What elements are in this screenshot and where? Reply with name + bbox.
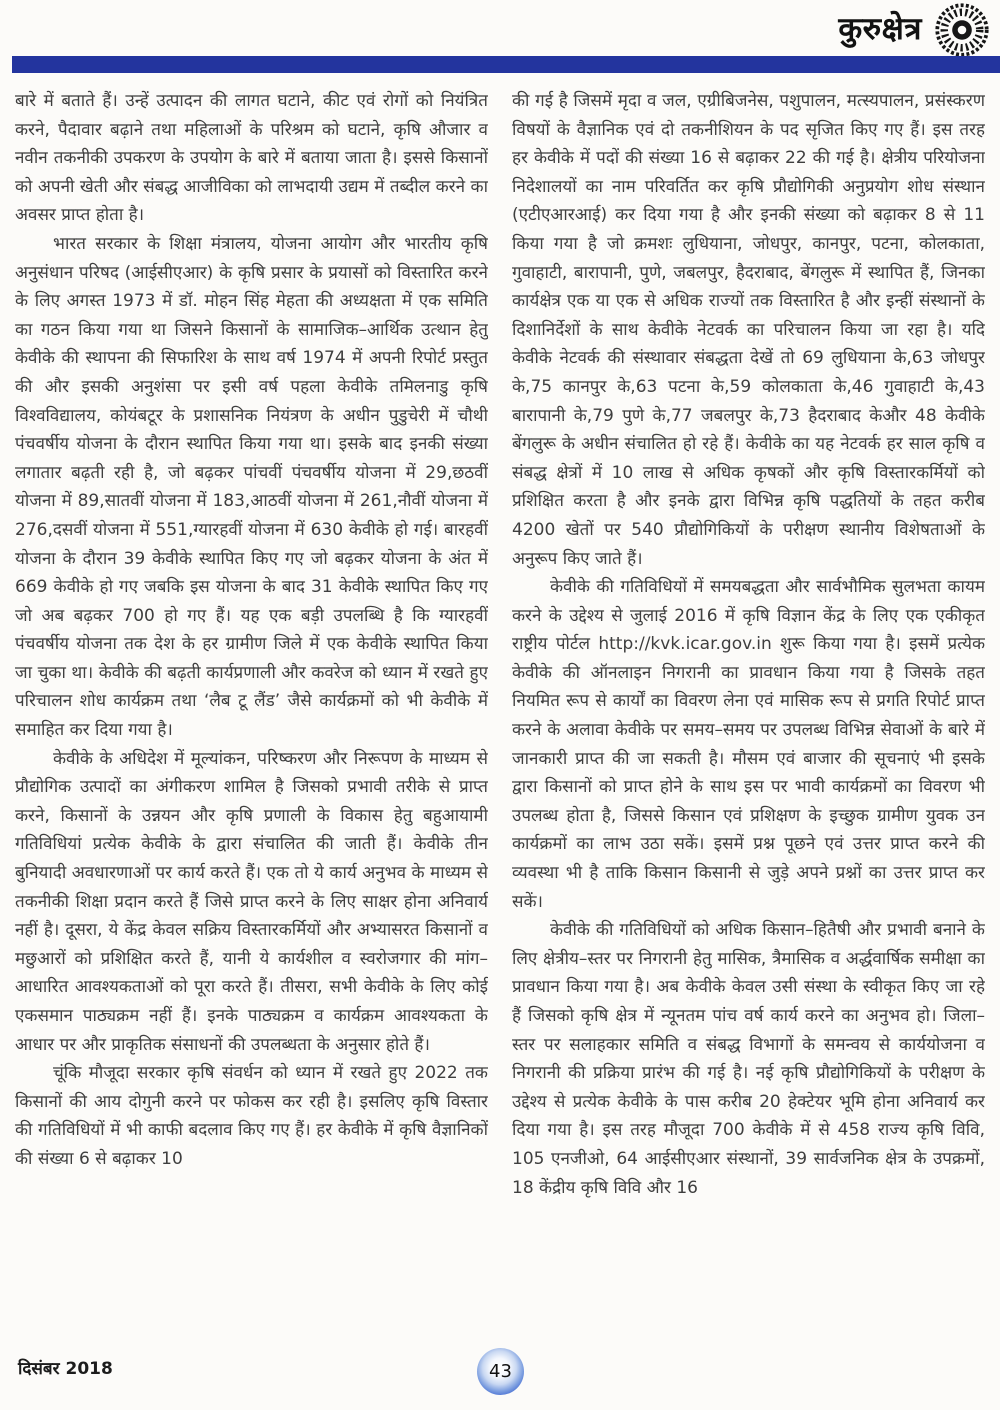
article-body [15,87,985,1344]
page-number-badge [477,1348,524,1395]
paragraph: केवीके की गतिविधियों में समयबद्धता और सार्वभौमिक सुलभता कायम करने के उद्देश्य से जुलाई 2016 में कृषि विज्ञान केंद्र के लिए एक एकीकृत राष्ट्रीय पोर्टल http://kvk.icar.gov.in शुरू किया गया है। इसमें प्रत्येक केवीके की ऑनलाइन निगरानी का प्रावधान किया गया है जिसके तहत नियमित रूप से कार्यों का विवरण लेना एवं मासिक रूप से प्रगति रिपोर्ट प्राप्त करने के अलावा केवीके पर समय–समय पर उपलब्ध विभिन्न सेवाओं के बारे में जानकारी प्राप्त की जा सकती है। मौसम एवं बाजार की सूचनाएं भी इसके द्वारा किसानों को प्राप्त होने के साथ इस पर भावी कार्यक्रमों का विवरण भी उपलब्ध होता है, जिससे किसान एवं प्रशिक्षण के इच्छुक ग्रामीण युवक उन कार्यक्रमों का लाभ उठा सकें। इसमें प्रश्न पूछने एवं उत्तर प्राप्त करने की व्यवस्था भी है ताकि किसान किसानी से जुड़े अपने प्रश्नों का उत्तर प्राप्त कर सकें। [512,577,985,912]
right-column [512,87,985,1344]
page-number: 43 [489,1361,512,1382]
issue-date: दिसंबर 2018 [18,1359,113,1379]
page-header [0,0,1000,76]
paragraph: चूंकि मौजूदा सरकार कृषि संवर्धन को ध्यान में रखते हुए 2022 तक किसानों की आय दोगुनी करने पर फोकस कर रही है। इसलिए कृषि विस्तार की गतिविधियों में भी काफी बदलाव किए गए हैं। हर केवीके में कृषि वैज्ञानिकों की संख्या 6 से बढ़ाकर 10 [15,1063,488,1169]
magazine-title: कुरुक्षेत्र [838,11,922,47]
header-divider-bar [12,56,1000,73]
paragraph: भारत सरकार के शिक्षा मंत्रालय, योजना आयोग और भारतीय कृषि अनुसंधान परिषद (आईसीएआर) के कृषि प्रसार के प्रयासों को विस्तारित करने के लिए अगस्त 1973 में डॉ. मोहन सिंह मेहता की अध्यक्षता में एक समिति का गठन किया गया था जिसने किसानों के सामाजिक–आर्थिक उत्थान हेतु केवीके की स्थापना की सिफारिश के साथ वर्ष 1974 में अपनी रिपोर्ट प्रस्तुत की और इसकी अनुशंसा पर इसी वर्ष पहला केवीके तमिलनाडु कृषि विश्वविद्यालय, कोयंबटूर के प्रशासनिक नियंत्रण के अधीन पुडुचेरी में चौथी पंचवर्षीय योजना के दौरान स्थापित किया गया था। इसके बाद इनकी संख्या लगातार बढ़ती रही है, जो बढ़कर पांचवीं पंचवर्षीय योजना में 29,छठवीं योजना में 89,सातवीं योजना में 183,आठवीं योजना में 261,नौवीं योजना में 276,दसवीं योजना में 551,ग्यारहवीं योजना में 630 केवीके हो गई। बारहवीं योजना के दौरान 39 केवीके स्थापित किए गए जो बढ़कर योजना के अंत में 669 केवीके हो गए जबकि इस योजना के बाद 31 केवीके स्थापित किए गए जो अब बढ़कर 700 हो गए हैं। यह एक बड़ी उपलब्धि है कि ग्यारहवीं पंचवर्षीय योजना तक देश के हर ग्रामीण जिले में एक केवीके स्थापित किया जा चुका था। केवीके की बढ़ती कार्यप्रणाली और कवरेज को ध्यान में रखते हुए परिचालन शोध कार्यक्रम तथा ‘लैब टू लैंड’ जैसे कार्यक्रमों को भी केवीके में समाहित कर दिया गया है। [15,233,488,741]
paragraph: केवीके के अधिदेश में मूल्यांकन, परिष्करण और निरूपण के माध्यम से प्रौद्योगिक उत्पादों का अंगीकरण शामिल है जिसको प्रभावी तरीके से प्राप्त करने, किसानों के उन्नयन और कृषि प्रणाली के विकास हेतु बहुआयामी गतिविधियां प्रत्येक केवीके के द्वारा संचालित की जाती हैं। केवीके तीन बुनियादी अवधारणाओं पर कार्य करते हैं। एक तो ये कार्य अनुभव के माध्यम से तकनीकी शिक्षा प्रदान करते हैं जिसे प्राप्त करने के लिए साक्षर होना अनिवार्य नहीं है। दूसरा, ये केंद्र केवल सक्रिय विस्तारकर्मियों और अभ्यासरत किसानों व मछुआरों को प्रशिक्षित करते हैं, यानी ये कार्यशील व स्वरोजगार की मांग–आधारित आवश्यकताओं को पूरा करते हैं। तीसरा, सभी केवीके के लिए कोई एकसमान पाठ्यक्रम नहीं हैं। इनके पाठ्यक्रम व कार्यक्रम आवश्यकता के आधार पर और प्राकृतिक संसाधनों की उपलब्धता के अनुसार होते हैं। [15,748,488,1055]
paragraph: की गई है जिसमें मृदा व जल, एग्रीबिजनेस, पशुपालन, मत्स्यपालन, प्रसंस्करण विषयों के वैज्ञानिक एवं दो तकनीशियन के पद सृजित किए गए हैं। इस तरह हर केवीके में पदों की संख्या 16 से बढ़ाकर 22 की गई है। क्षेत्रीय परियोजना निदेशालयों का नाम परिवर्तित कर कृषि प्रौद्योगिकी अनुप्रयोग शोध संस्थान (एटीएआरआई) कर दिया गया है और इनकी संख्या को बढ़ाकर 8 से 11 किया गया है जो क्रमशः लुधियाना, जोधपुर, कानपुर, पटना, कोलकाता, गुवाहाटी, बारापानी, पुणे, जबलपुर, हैदराबाद, बेंगलुरू में स्थापित हैं, जिनका कार्यक्षेत्र एक या एक से अधिक राज्यों तक विस्तारित है और इन्हीं संस्थानों के दिशानिर्देशों के साथ केवीके नेटवर्क का परिचालन किया जा रहा है। यदि केवीके नेटवर्क की संस्थावार संबद्धता देखें तो 69 लुधियाना के,63 जोधपुर के,75 कानपुर के,63 पटना के,59 कोलकाता के,46 गुवाहाटी के,43 बारापानी के,79 पुणे के,77 जबलपुर के,73 हैदराबाद केऔर 48 केवीके बेंगलुरू के अधीन संचालित हो रहे हैं। केवीके का यह नेटवर्क हर साल कृषि व संबद्ध क्षेत्रों में 10 लाख से अधिक कृषकों और कृषि विस्तारकर्मियों को प्रशिक्षित करता है और इनके द्वारा विभिन्न कृषि पद्धतियों के तहत करीब 4200 खेतों पर 540 प्रौद्योगिकियों के परीक्षण स्थानीय विशेषताओं के अनुरूप किए जाते हैं। [512,91,985,569]
chariot-wheel-logo-icon [934,2,990,58]
left-column [15,87,488,1344]
paragraph: केवीके की गतिविधियों को अधिक किसान–हितैषी और प्रभावी बनाने के लिए क्षेत्रीय–स्तर पर निगरानी हेतु मासिक, त्रैमासिक व अर्द्धवार्षिक समीक्षा का प्रावधान किया गया है। अब केवीके केवल उसी संस्था के स्वीकृत किए जा रहे हैं जिसको कृषि क्षेत्र में न्यूनतम पांच वर्ष कार्य करने का अनुभव हो। जिला–स्तर पर सलाहकार समिति व संबद्ध विभागों के समन्वय से कार्ययोजना व निगरानी की प्रक्रिया प्रारंभ की गई है। नई कृषि प्रौद्योगिकियों के परीक्षण के उद्देश्य से प्रत्येक केवीके के पास करीब 20 हेक्टेयर भूमि होना अनिवार्य कर दिया गया है। इस तरह मौजूदा 700 केवीके में से 458 राज्य कृषि विवि, 105 एनजीओ, 64 आईसीएआर संस्थानों, 39 सार्वजनिक क्षेत्र के उपक्रमों, 18 केंद्रीय कृषि विवि और 16 [512,920,985,1198]
page-footer [0,1348,1000,1410]
paragraph: बारे में बताते हैं। उन्हें उत्पादन की लागत घटाने, कीट एवं रोगों को नियंत्रित करने, पैदावार बढ़ाने तथा महिलाओं के परिश्रम को घटाने, कृषि औजार व नवीन तकनीकी उपकरण के उपयोग के बारे में बताया जाता है। इससे किसानों को अपनी खेती और संबद्ध आजीविका को लाभदायी उद्यम में तब्दील करने का अवसर प्राप्त होता है। [15,91,488,226]
